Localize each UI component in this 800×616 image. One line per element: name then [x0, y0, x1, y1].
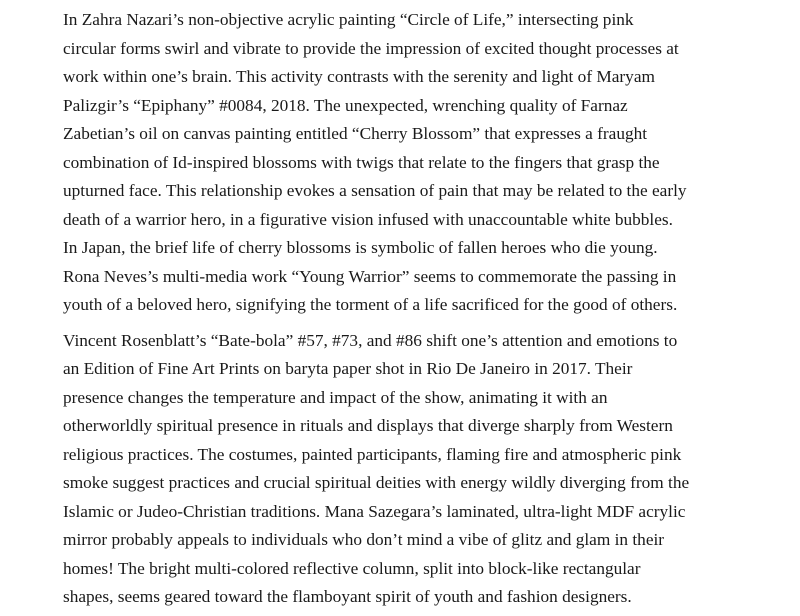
paragraph-1 — [63, 6, 758, 320]
paragraph-1-line-9: In Japan, the brief life of cherry blossoms is symbolic of fallen heroes who die young. — [63, 238, 658, 257]
paragraph-1-line-8: death of a warrior hero, in a figurative vision infused with unaccountable white bubbles. — [63, 209, 673, 229]
paragraph-2-line-5: religious practices. The costumes, painted participants, flaming fire and atmospheric pink — [63, 444, 682, 464]
paragraph-1-line-3: work within one’s brain. This activity contrasts with the serenity and light of Maryam — [63, 67, 655, 86]
paragraph-2-line-6: smoke suggest practices and crucial spiritual deities with energy wildly diverging from the — [63, 473, 690, 492]
paragraph-2-line-7: Islamic or Judeo-Christian traditions. Mana Sazegara’s laminated, ultra-light MDF acrylic — [63, 501, 686, 521]
paragraph-2-line-2: an Edition of Fine Art Prints on baryta paper shot in Rio De Janeiro in 2017. Their — [63, 359, 633, 378]
paragraph-1-line-11: youth of a beloved hero, signifying the torment of a life sacrificed for the good of others. — [63, 295, 678, 314]
paragraph-2-line-10: shapes, seems geared toward the flamboyant spirit of youth and fashion designers. — [63, 587, 632, 606]
paragraph-2-line-1: Vincent Rosenblatt’s “Bate-bola” #57, #73, and #86 shift one’s attention and emotions to — [63, 330, 678, 350]
paragraph-2 — [63, 327, 758, 612]
paragraph-2-line-8: mirror probably appeals to individuals who don’t mind a vibe of glitz and glam in their — [63, 530, 665, 549]
paragraph-1-line-6: combination of Id-inspired blossoms with twigs that relate to the fingers that grasp the — [63, 152, 660, 172]
paragraph-2-line-4: otherworldly spiritual presence in rituals and displays that diverge sharply from Western — [63, 416, 673, 435]
paragraph-2-line-3: presence changes the temperature and impact of the show, animating it with an — [63, 387, 608, 407]
paragraph-1-line-10: Rona Neves’s multi-media work “Young Warrior” seems to commemorate the passing in — [63, 266, 677, 286]
paragraph-1-line-5: Zabetian’s oil on canvas painting entitled “Cherry Blossom” that expresses a fraught — [63, 124, 648, 143]
paragraph-1-line-7: upturned face. This relationship evokes a sensation of pain that may be related to the early — [63, 181, 687, 200]
paragraph-1-line-1: In Zahra Nazari’s non-objective acrylic painting “Circle of Life,” intersecting pink — [63, 10, 634, 29]
paragraph-2-line-9: homes! The bright multi-colored reflective column, split into block-like rectangular — [63, 558, 641, 578]
paragraph-1-line-2: circular forms swirl and vibrate to provide the impression of excited thought processes at — [63, 38, 679, 58]
paragraph-1-line-4: Palizgir’s “Epiphany” #0084, 2018. The unexpected, wrenching quality of Farnaz — [63, 95, 628, 115]
